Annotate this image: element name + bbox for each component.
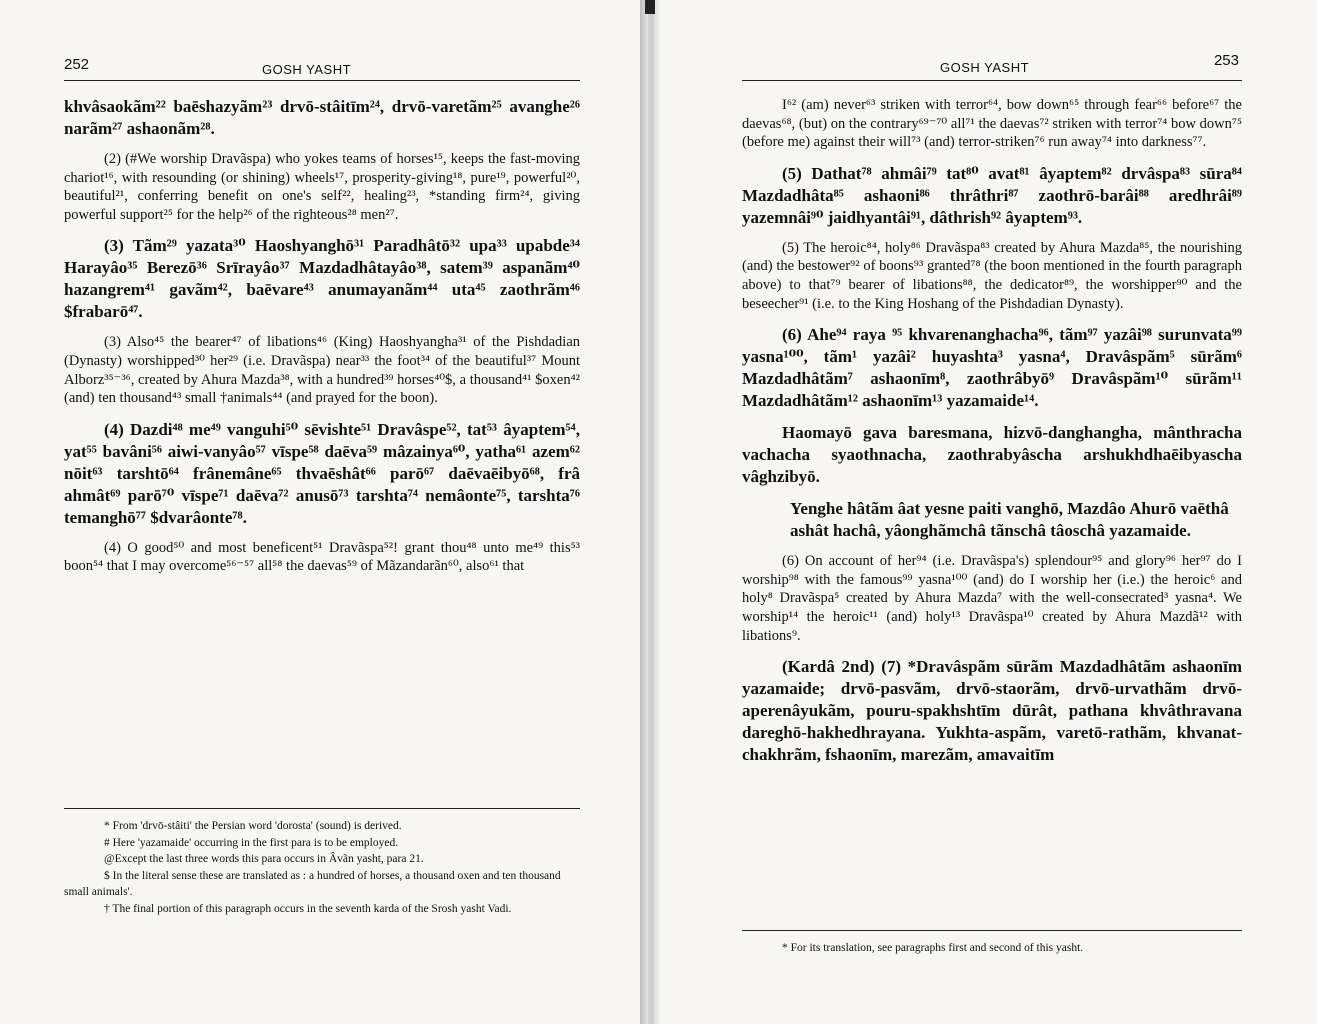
avesta-verse: (3) Tãm²⁹ yazata³⁰ Haoshyanghō³¹ Paradhâtō³² upa³³ upabde³⁴ Harayâo³⁵ Berezō³⁶ Srīrayâo³⁷ Mazdadhâtayâo³⁸, satem³⁹ aspanãm⁴⁰ hazangrem⁴¹ gavãm⁴², baēvare⁴³ anumayanãm⁴⁴ uta⁴⁵ zaothrãm⁴⁶ $frabarō⁴⁷. xyxy=(64,236,580,322)
header-rule xyxy=(64,80,580,81)
running-head: GOSH YASHT xyxy=(262,62,352,77)
footnote: † The final portion of this paragraph occurs in the seventh karda of the Srosh yasht Vadi. xyxy=(104,902,512,915)
avesta-verse: khvâsaokãm²² baēshazyãm²³ drvō-stâitīm²⁴, drvō-varetãm²⁵ avanghe²⁶ narãm²⁷ ashaonãm²⁸. xyxy=(64,97,580,138)
right-page xyxy=(660,0,1317,1024)
page-body xyxy=(742,96,1242,776)
footnote: * For its translation, see paragraphs first and second of this yasht. xyxy=(782,942,1084,954)
translation-paragraph: (2) (#We worship Dravãspa) who yokes teams of horses¹⁵, keeps the fast-moving chariot¹⁶, with resounding (or shining) wheels¹⁷, prosperity-giving¹⁸, pure¹⁹, powerful²⁰, beautiful²¹, conferring benefit on one's self²², healing²³, *standing firm²⁴, giving powerful support²⁵ for the help²⁶ of the righteous²⁸ men²⁷. xyxy=(64,151,580,223)
footnote: # Here 'yazamaide' occurring in the first para is to be employed. xyxy=(104,836,399,849)
running-head: GOSH YASHT xyxy=(940,60,1030,75)
translation-paragraph: (5) The heroic⁸⁴, holy⁸⁶ Dravãspa⁸³ created by Ahura Mazda⁸⁵, the nourishing (and) the bestower⁹² of boons⁹³ granted⁷⁸ (the boon mentioned in the fourth paragraph above) to that⁷⁹ bearer of libations⁸⁸, the dedicator⁸⁹, the worshipper⁹⁰ and the beseecher⁹¹ (i.e. to the King Hoshang of the Pishdadian Dynasty). xyxy=(742,239,1242,312)
avesta-verse: (Kardâ 2nd) (7) *Dravâspãm sūrãm Mazdadhâtãm ashaonīm yazamaide; drvō-pasvãm, drvō-staorãm, drvō-urvathãm drvō-aperenâyukãm, pouru-spakhshtīm dūrât, pathana khvâthravana dareghō-hakhedhrayana. Yukhta-aspãm, varetō-rathãm, khvanat-chakhrãm, fshaonīm, marezãm, amavaitīm xyxy=(742,657,1242,765)
avesta-verse: Haomayō gava baresmana, hizvō-danghangha, mânthracha vachacha syaothnacha, zaothrabyâscha arshukhdhaēibyascha vâghzibyō. xyxy=(742,423,1242,487)
left-page xyxy=(0,0,640,1024)
footnote: $ In the literal sense these are translated as : a hundred of horses, a thousand oxen and ten thousand small animals'. xyxy=(64,869,561,898)
page-number: 253 xyxy=(1213,52,1239,69)
avesta-verse: (6) Ahe⁹⁴ raya ⁹⁵ khvarenanghacha⁹⁶, tãm⁹⁷ yazâi⁹⁸ surunvata⁹⁹ yasna¹⁰⁰, tãm¹ yazâi² huyashta³ yasna⁴, Dravâspãm⁵ sūrãm⁶ Mazdadhâtãm⁷ ashaonīm⁸, zaothrâbyō⁹ Dravâspãm¹⁰ sūrãm¹¹ Mazdadhâtãm¹² ashaonīm¹³ yazamaide¹⁴. xyxy=(742,325,1242,411)
footnote-rule xyxy=(742,930,1242,931)
refrain-verse: Yenghe hâtãm âat yesne paiti vanghō, Mazdâo Ahurō vaēthâ ashât hachâ, yâonghãmchâ tãnschâ tâoschâ yazamaide. xyxy=(790,499,1229,541)
footnotes xyxy=(64,818,580,917)
translation-paragraph: (4) O good⁵⁰ and most beneficent⁵¹ Dravãspa⁵²! grant thou⁴⁸ unto me⁴⁹ this⁵³ boon⁵⁴ that I may overcome⁵⁶⁻⁵⁷ all⁵⁸ the daevas⁵⁹ of Mãzandarãn⁶⁰, also⁶¹ that xyxy=(64,539,580,575)
header-rule xyxy=(742,80,1242,81)
page-number: 252 xyxy=(64,56,90,73)
avesta-verse: (5) Dathat⁷⁸ ahmâi⁷⁹ tat⁸⁰ avat⁸¹ âyaptem⁸² drvâspa⁸³ sūra⁸⁴ Mazdadhâta⁸⁵ ashaoni⁸⁶ thrâthri⁸⁷ zaothrō-barâi⁸⁸ aredhrâi⁸⁹ yazemnâi⁹⁰ jaidhyantâi⁹¹, dâthrish⁹² âyaptem⁹³. xyxy=(742,163,1242,227)
page-body xyxy=(64,96,580,587)
footnote-rule xyxy=(64,808,580,809)
translation-paragraph: (6) On account of her⁹⁴ (i.e. Dravãspa's) splendour⁹⁵ and glory⁹⁶ her⁹⁷ do I worship⁹⁸ with the famous⁹⁹ yasna¹⁰⁰ (and) do I worship her (i.e.) the heroic⁶ and holy⁸ Dravãspa⁵ created by Ahura Mazda⁷ with the well-consecrated³ yasna⁴. We worship¹⁴ the heroic¹¹ (and) holy¹³ Dravãspa¹⁰ created by Ahura Mazdã¹² with libations⁹. xyxy=(742,553,1242,644)
footnotes xyxy=(742,940,1242,957)
footnote: @Except the last three words this para occurs in Âvãn yasht, para 21. xyxy=(104,853,424,865)
translation-paragraph: (3) Also⁴⁵ the bearer⁴⁷ of libations⁴⁶ (King) Haoshyangha³¹ of the Pishdadian (Dynasty) worshipped³⁰ her²⁹ (i.e. Dravãspa) near³³ the foot³⁴ of the beautiful³⁷ Mount Alborz³⁵⁻³⁶, created by Ahura Mazda³⁸, with a hundred³⁹ horses⁴⁰$, a thousand⁴¹ $oxen⁴² (and) ten thousand⁴³ small †animals⁴⁴ (and prayed for the boon). xyxy=(64,334,580,407)
gutter-shadow xyxy=(648,0,654,1024)
gutter-mark xyxy=(645,0,655,14)
avesta-verse: (4) Dazdi⁴⁸ me⁴⁹ vanguhi⁵⁰ sēvishte⁵¹ Dravâspe⁵², tat⁵³ âyaptem⁵⁴, yat⁵⁵ bavâni⁵⁶ aiwi-vanyâo⁵⁷ vīspe⁵⁸ daēva⁵⁹ mâzainya⁶⁰, yatha⁶¹ azem⁶² nōit⁶³ tarshtō⁶⁴ frânemâne⁶⁵ thvaēshât⁶⁶ parō⁶⁷ daēvaēibyō⁶⁸, frâ ahmât⁶⁹ parō⁷⁰ vīspe⁷¹ daēva⁷² anusō⁷³ tarshta⁷⁴ nemâonte⁷⁵, tarshta⁷⁶ temanghō⁷⁷ $dvarâonte⁷⁸. xyxy=(64,419,580,527)
footnote: * From 'drvō-stâiti' the Persian word 'dorosta' (sound) is derived. xyxy=(104,820,402,832)
translation-paragraph: I⁶² (am) never⁶³ striken with terror⁶⁴, bow down⁶⁵ through fear⁶⁶ before⁶⁷ the daevas⁶⁸, (but) on the contrary⁶⁹⁻⁷⁰ all⁷¹ the daevas⁷² striken with terror⁷⁴ bow down⁷⁵ (before me) against their will⁷³ (and) terror-striken⁷⁶ run away⁷⁴ into darkness⁷⁷. xyxy=(742,97,1242,151)
